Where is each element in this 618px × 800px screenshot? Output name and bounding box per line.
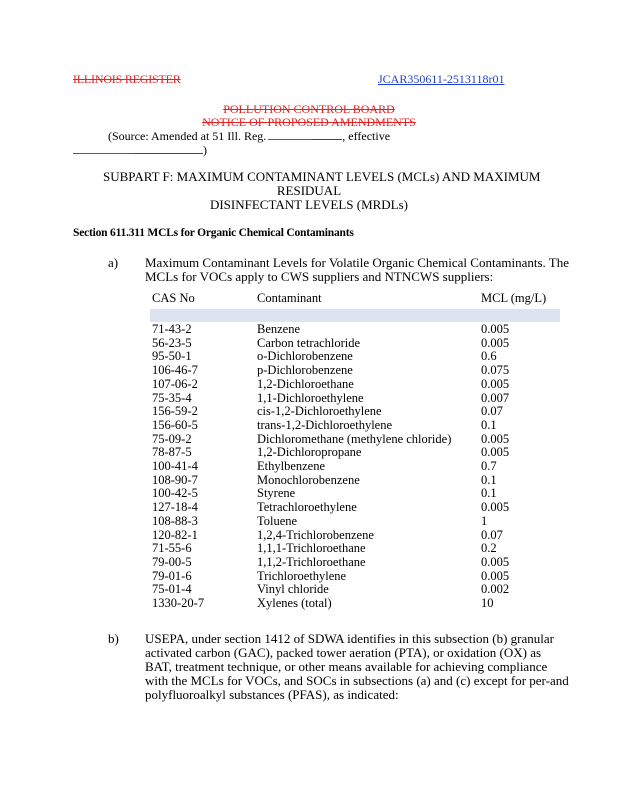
cas-number-cell: 79-00-5 [152, 554, 192, 569]
cas-number-cell: 106-46-7 [152, 363, 198, 378]
contaminant-cell: Ethylbenzene [257, 459, 326, 473]
source-blank-3 [73, 153, 133, 154]
mcl-value-cell: 0.005 [481, 431, 510, 446]
para-b-line: activated carbon (GAC), packed tower aeration (PTA), or oxidation (OX) as [145, 645, 542, 660]
contaminant-cell: 1,2,4-Trichlorobenzene [257, 527, 374, 542]
source-effective: , effective [342, 129, 391, 143]
cas-number-cell: 75-01-4 [152, 582, 192, 597]
cas-number-cell: 71-43-2 [152, 322, 192, 336]
mcl-value-cell: 0.7 [481, 459, 497, 473]
mcl-value-cell: 0.1 [481, 486, 497, 501]
table-row [150, 337, 560, 351]
para-b-label: b) [108, 631, 119, 646]
table-row [150, 323, 560, 337]
mcl-value-cell: 0.6 [481, 349, 497, 364]
para-b-line: with the MCLs for VOCs, and SOCs in subsections (a) and (c) except for per-and [145, 673, 569, 688]
contaminant-cell: 1,1,1-Trichloroethane [257, 541, 366, 556]
contaminant-cell: Toluene [257, 513, 298, 528]
cas-number-cell: 108-88-3 [152, 513, 198, 528]
table-row [150, 570, 560, 584]
mcl-value-cell: 0.075 [481, 363, 510, 378]
mcl-value-cell: 0.007 [481, 390, 510, 405]
table-header-row [150, 292, 560, 306]
subpart-heading-line3: DISINFECTANT LEVELS (MRDLs) [209, 197, 409, 212]
mcl-value-cell: 0.1 [481, 472, 497, 487]
contaminant-cell: Vinyl chloride [257, 582, 329, 597]
header-cas-no: CAS No [152, 291, 195, 305]
contaminant-cell: Trichloroethylene [257, 568, 347, 583]
cas-number-cell: 156-59-2 [152, 404, 198, 419]
voc-mcl-table [150, 292, 560, 617]
mcl-value-cell: 0.005 [481, 376, 510, 391]
cas-number-cell: 120-82-1 [152, 527, 198, 542]
contaminant-cell: Benzene [257, 322, 301, 336]
table-row [150, 474, 560, 488]
mcl-value-cell: 10 [481, 596, 494, 610]
table-row [150, 556, 560, 570]
contaminant-cell: Carbon tetrachloride [257, 335, 361, 350]
mcl-value-cell: 0.07 [481, 527, 503, 542]
contaminant-cell: 1,2-Dichloroethane [257, 376, 354, 391]
mcl-value-cell: 0.005 [481, 554, 510, 569]
table-row [150, 433, 560, 447]
mcl-value-cell: 0.002 [481, 582, 510, 597]
cas-number-cell: 100-41-4 [152, 459, 198, 473]
source-blank-1 [268, 139, 312, 140]
table-row [150, 487, 560, 501]
para-b-line: USEPA, under section 1412 of SDWA identifies in this subsection (b) granular [145, 631, 554, 646]
header-contaminant: Contaminant [257, 291, 322, 305]
para-a-line2: MCLs for VOCs apply to CWS suppliers and NTNCWS suppliers: [145, 269, 494, 284]
document-id-link[interactable]: JCAR350611-2513118r01 [378, 72, 505, 86]
source-blank-4 [133, 153, 203, 154]
table-row [150, 529, 560, 543]
table-row [150, 542, 560, 556]
contaminant-cell: cis-1,2-Dichloroethylene [257, 404, 382, 419]
contaminant-cell: Monochlorobenzene [257, 472, 360, 487]
contaminant-cell: trans-1,2-Dichloroethylene [257, 417, 393, 432]
table-header-shade [150, 309, 560, 322]
table-row [150, 364, 560, 378]
para-b-line: BAT, treatment technique, or other means available for achieving compliance [145, 659, 548, 674]
cas-number-cell: 56-23-5 [152, 335, 192, 350]
contaminant-cell: 1,1-Dichloroethylene [257, 390, 364, 405]
cas-number-cell: 75-35-4 [152, 390, 192, 405]
cas-number-cell: 78-87-5 [152, 445, 192, 460]
table-row [150, 515, 560, 529]
cas-number-cell: 108-90-7 [152, 472, 198, 487]
table-row [150, 597, 560, 611]
contaminant-cell: Xylenes (total) [257, 596, 332, 610]
source-line-2 [73, 143, 207, 158]
table-row [150, 392, 560, 406]
register-title: ILLINOIS REGISTER [73, 72, 181, 86]
source-prefix: (Source: Amended at 51 Ill. Reg. [108, 129, 267, 143]
mcl-value-cell: 1 [481, 513, 488, 528]
contaminant-cell: o-Dichlorobenzene [257, 349, 353, 364]
cas-number-cell: 107-06-2 [152, 376, 198, 391]
cas-number-cell: 79-01-6 [152, 568, 192, 583]
table-row [150, 501, 560, 515]
header-mcl: MCL (mg/L) [481, 291, 547, 305]
source-blank-2 [312, 139, 342, 140]
cas-number-cell: 100-42-5 [152, 486, 198, 501]
source-close: ) [203, 143, 207, 157]
cas-number-cell: 71-55-6 [152, 541, 192, 556]
para-a-label: a) [108, 255, 119, 270]
contaminant-cell: Styrene [257, 486, 296, 501]
cas-number-cell: 75-09-2 [152, 431, 192, 446]
mcl-value-cell: 0.005 [481, 335, 510, 350]
contaminant-cell: Dichloromethane (methylene chloride) [257, 431, 452, 446]
para-a-line1: Maximum Contaminant Levels for Volatile Organic Chemical Contaminants. The [145, 255, 569, 270]
mcl-value-cell: 0.005 [481, 568, 510, 583]
mcl-value-cell: 0.1 [481, 417, 497, 432]
table-row [150, 446, 560, 460]
cas-number-cell: 156-60-5 [152, 417, 198, 432]
cas-number-cell: 127-18-4 [152, 500, 198, 515]
notice-title: NOTICE OF PROPOSED AMENDMENTS [202, 115, 416, 129]
table-row [150, 460, 560, 474]
subpart-heading-line2: RESIDUAL [276, 183, 342, 198]
para-b-line: polyfluoroalkyl substances (PFAS), as indicated: [145, 687, 399, 702]
table-row [150, 419, 560, 433]
mcl-value-cell: 0.005 [481, 500, 510, 515]
table-row [150, 583, 560, 597]
source-note [108, 129, 390, 144]
table-row [150, 350, 560, 364]
section-heading: Section 611.311 MCLs for Organic Chemical Contaminants [73, 227, 354, 239]
contaminant-cell: 1,1,2-Trichloroethane [257, 554, 366, 569]
contaminant-cell: p-Dichlorobenzene [257, 363, 353, 378]
board-name: POLLUTION CONTROL BOARD [223, 102, 395, 116]
table-row [150, 405, 560, 419]
contaminant-cell: Tetrachloroethylene [257, 500, 357, 515]
cas-number-cell: 1330-20-7 [152, 596, 205, 610]
table-row [150, 378, 560, 392]
mcl-value-cell: 0.005 [481, 322, 510, 336]
mcl-value-cell: 0.2 [481, 541, 497, 556]
subpart-heading-line1: SUBPART F: MAXIMUM CONTAMINANT LEVELS (MCLs) AND MAXIMUM [103, 169, 541, 184]
mcl-value-cell: 0.07 [481, 404, 503, 419]
cas-number-cell: 95-50-1 [152, 349, 192, 364]
mcl-value-cell: 0.005 [481, 445, 510, 460]
contaminant-cell: 1,2-Dichloropropane [257, 445, 362, 460]
